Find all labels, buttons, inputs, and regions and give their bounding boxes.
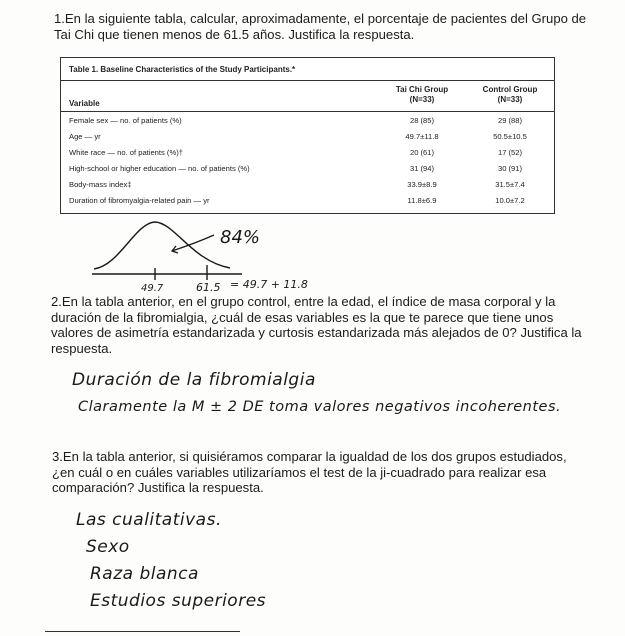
sketch-percent: 84% — [220, 227, 261, 248]
sketch-formula: = 49.7 + 11.8 — [230, 278, 308, 291]
answer-3-line: Raza blanca — [90, 564, 199, 584]
question-1: 1.En la siguiente tabla, calcular, aproximadamente, el porcentaje de pacientes del Grupo de Tai Chi que tienen menos de 61.5 años. Justifica la respuesta. — [54, 11, 587, 42]
normal-curve-sketch — [80, 213, 340, 293]
sketch-mean-label: 49.7 — [141, 283, 164, 293]
col-header-control: Control Group (N=33) — [482, 85, 538, 104]
table-row: Duration of fibromyalgia-related pain — yr 11.8±6.9 10.0±7.2 — [69, 196, 525, 205]
answer-3-line: Sexo — [86, 537, 130, 557]
table-rule — [61, 80, 554, 81]
table-rule — [61, 111, 554, 112]
question-3: 3.En la tabla anterior, si quisiéramos comparar la igualdad de los dos grupos estudiados, ¿en cuál o en cuáles variables utilizaríamos el test de la ji-cuadrado para realizar esa comparación? Justifica la respuesta. — [52, 449, 567, 495]
table-caption: Table 1. Baseline Characteristics of the Study Participants.* — [69, 65, 296, 74]
table-row: Body-mass index‡ 33.9±8.9 31.5±7.4 — [69, 180, 525, 189]
question-2: 2.En la tabla anterior, en el grupo control, entre la edad, el índice de masa corporal y la duración de la fibromialgia, ¿cuál de esas variables es la que te parece que tiene unos valores de asimetría estandarizada y curtosis estandarizada más alejados de 0? Justifica la respuesta. — [51, 294, 582, 356]
baseline-table — [60, 57, 555, 214]
table-row: White race — no. of patients (%)† 20 (61) 17 (52) — [69, 148, 523, 157]
sketch-curve — [94, 222, 230, 269]
answer-2-line-2: Claramente la M ± 2 DE toma valores negativos incoherentes. — [78, 399, 562, 415]
answer-3-line: Estudios superiores — [90, 591, 267, 611]
table-row: Female sex — no. of patients (%) 28 (85) 29 (88) — [69, 116, 523, 125]
table-row: Age — yr 49.7±11.8 50.5±10.5 — [69, 132, 527, 141]
answer-3-line: Las cualitativas. — [76, 510, 222, 530]
table-row: High-school or higher education — no. of patients (%) 31 (94) 30 (91) — [69, 164, 523, 173]
col-header-taichi: Tai Chi Group (N=33) — [395, 85, 449, 104]
answer-3 — [76, 510, 266, 618]
sketch-cut-label: 61.5 — [196, 281, 221, 293]
underline — [45, 631, 240, 632]
answer-2-line-1: Duración de la fibromialgia — [72, 370, 316, 390]
col-header-variable: Variable — [69, 99, 100, 108]
